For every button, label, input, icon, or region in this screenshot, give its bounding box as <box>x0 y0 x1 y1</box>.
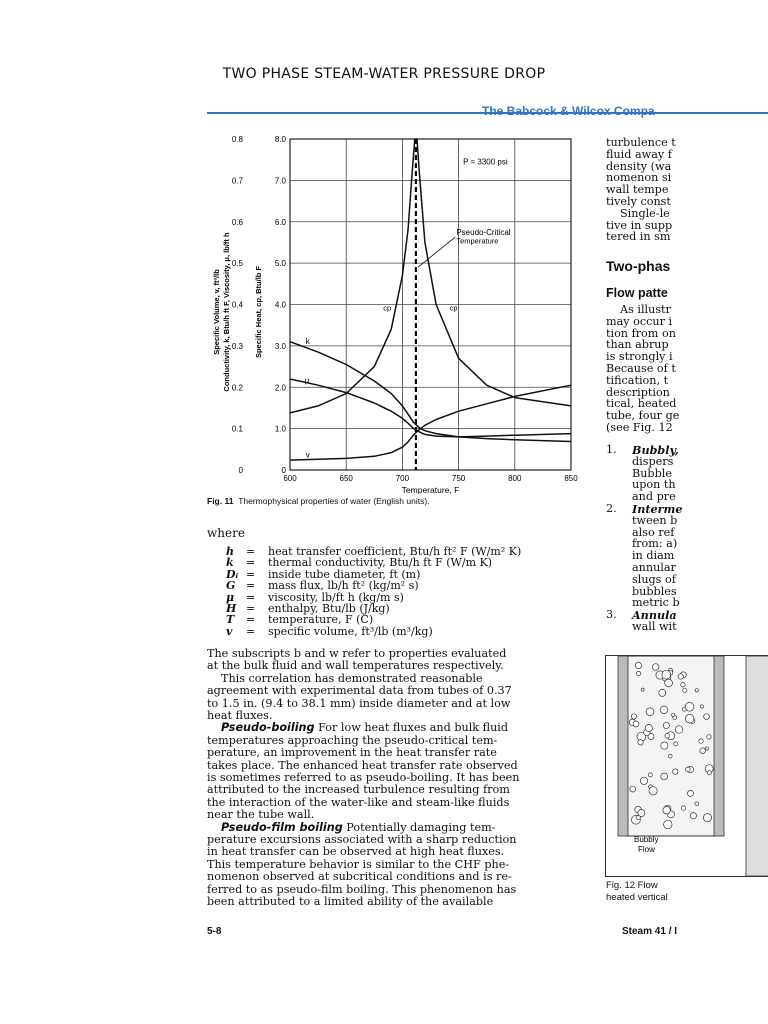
y-outer-axis-label-line-1: Specific Volume, v, ft³/lb <box>212 269 221 355</box>
list-item-line: also ref <box>632 525 675 539</box>
y-inner-tick-label: 0 <box>281 466 286 475</box>
page-number: 5-8 <box>207 926 222 937</box>
right-column-line: tive in supp <box>606 218 673 232</box>
bubble <box>681 806 685 810</box>
figure-11-label: Fig. 11 <box>207 496 234 506</box>
list-number: 2. <box>606 502 617 515</box>
list-item-line: metric b <box>632 596 680 610</box>
bubble <box>652 664 659 671</box>
right-column-line: (see Fig. 12 <box>606 421 673 434</box>
subsection-heading-flow-patterns: Flow patte <box>606 286 668 300</box>
body-line: near the tube wall. <box>207 808 315 822</box>
series-line-v <box>290 385 571 460</box>
list-number: 3. <box>606 608 617 622</box>
nomenclature-equals: = <box>246 613 256 627</box>
y-outer-tick-label: 0.5 <box>231 259 243 269</box>
list-item-line: and pre <box>632 490 676 504</box>
bubble <box>665 679 673 687</box>
y-outer-tick-label: 0.6 <box>231 217 243 227</box>
bubble <box>685 714 694 723</box>
nomenclature-equals: = <box>246 590 256 604</box>
bubble <box>673 769 678 774</box>
list-item-line: tween b <box>632 513 678 527</box>
bubble <box>630 786 636 792</box>
bubble <box>662 670 671 679</box>
body-line: perature excursions associated with a sharp reduction <box>207 833 517 846</box>
nomenclature-symbol: T <box>226 613 235 627</box>
x-tick-label: 650 <box>339 474 353 483</box>
bubble <box>690 813 696 819</box>
bubble <box>685 702 694 711</box>
tube-wall-right <box>714 656 724 836</box>
bubble <box>661 773 668 780</box>
body-line: at the bulk fluid and wall temperatures respectively. <box>207 659 504 673</box>
right-column-line: tube, four ge <box>606 409 680 423</box>
right-column-line: nomenon si <box>606 171 672 185</box>
list-item-line: wall wit <box>632 620 677 633</box>
right-column-line: wall tempe <box>606 183 669 197</box>
nomenclature-definition: viscosity, lb/ft h (kg/m s) <box>268 590 404 604</box>
bubble <box>633 721 639 727</box>
annotation-temperature: Temperature <box>456 236 499 246</box>
right-column-line: fluid away f <box>606 147 672 161</box>
bubble <box>641 688 644 691</box>
y-inner-axis-label: Specific Heat, cp, Btu/lb F <box>254 265 263 359</box>
list-item-line: upon th <box>632 478 676 492</box>
series-line-k <box>290 342 571 442</box>
list-item-heading: Annula <box>632 608 677 623</box>
bubble <box>660 706 668 714</box>
right-column-line: density (wa <box>606 159 672 173</box>
series-label-v: v <box>305 450 310 460</box>
nomenclature-symbol: h <box>226 545 234 558</box>
nomenclature-symbol: k <box>226 556 234 570</box>
figure-11-caption <box>207 496 430 506</box>
tube-drawing <box>618 656 724 836</box>
bubble <box>675 726 683 734</box>
footer-book-title: Steam 41 / I <box>622 926 678 937</box>
bubble <box>636 671 640 675</box>
nomenclature-definition: inside tube diameter, ft (m) <box>268 567 421 581</box>
body-line-text: For low heat fluxes and bulk fluid <box>314 721 509 735</box>
y-outer-tick-label: 0 <box>238 466 243 475</box>
x-tick-label: 750 <box>451 474 466 483</box>
right-column-line: As illustr <box>620 303 671 316</box>
bubble <box>645 725 652 732</box>
bubble <box>638 740 643 745</box>
y-outer-tick-label: 0.3 <box>231 341 243 351</box>
right-column-line: may occur i <box>606 314 673 328</box>
pseudo-film-boiling-heading: Pseudo-film boiling <box>221 820 343 834</box>
right-column-line: description <box>606 385 670 399</box>
y-outer-tick-label: 0.1 <box>231 424 243 434</box>
bubble <box>663 807 670 814</box>
y-inner-tick-label: 8.0 <box>274 135 286 144</box>
bubble <box>665 734 670 739</box>
list-item-heading: Bubbly, <box>632 443 679 457</box>
body-line: is sometimes referred to as pseudo-boiling. It has been <box>207 771 520 784</box>
right-column-line: than abrup <box>606 338 669 352</box>
nomenclature-symbol: v <box>226 624 233 638</box>
x-tick-label: 600 <box>283 474 297 483</box>
bubble <box>700 705 703 708</box>
annotation-pseudo-critical: Pseudo-Critical <box>456 227 511 237</box>
tube-wall-left <box>618 656 628 836</box>
nomenclature-equals: = <box>246 556 256 570</box>
bubble <box>707 771 711 775</box>
figure-11-caption-text: Thermophysical properties of water (English units). <box>238 496 430 506</box>
right-column-line: tion from on <box>606 326 676 340</box>
right-column-line: is strongly i <box>606 350 673 364</box>
y-outer-tick-label: 0.8 <box>231 135 243 144</box>
right-column-line: tification, t <box>606 373 669 387</box>
list-item-heading: Interme <box>632 502 683 516</box>
bubble <box>688 790 694 796</box>
body-line: ferred to as pseudo-film boiling. This phenomenon has <box>207 882 517 896</box>
bubble <box>678 674 683 679</box>
body-line: the interaction of the water-like and steam-like fluids <box>207 795 510 809</box>
x-tick-label: 700 <box>395 474 410 483</box>
nomenclature-definition: thermal conductivity, Btu/h ft F (W/m K) <box>268 556 493 570</box>
list-item-line: from: a) <box>632 537 678 551</box>
body-line: This temperature behavior is similar to the CHF phe- <box>207 857 510 871</box>
bubble <box>703 814 711 822</box>
x-tick-label: 850 <box>564 474 578 483</box>
body-line: The subscripts b and w refer to properties evaluated <box>207 647 507 660</box>
figure-12-label-bubbly: Bubbly <box>634 835 659 844</box>
pseudo-boiling-line <box>207 721 508 734</box>
x-axis-label: Temperature, F <box>401 485 460 494</box>
bubble <box>635 662 641 668</box>
bubble <box>704 714 710 720</box>
next-panel-edge <box>746 656 768 876</box>
y-inner-tick-label: 3.0 <box>274 341 286 351</box>
list-item-line: slugs of <box>632 572 676 586</box>
body-line: to 1.5 in. (9.4 to 38.1 mm) inside diameter and at low <box>207 696 511 710</box>
y-outer-tick-label: 0.2 <box>231 383 243 393</box>
y-inner-tick-label: 6.0 <box>274 217 286 227</box>
bubble <box>640 777 647 784</box>
chart-grid <box>290 139 571 470</box>
nomenclature-definition: heat transfer coefficient, Btu/h ft² F (W/m² K) <box>268 545 522 558</box>
y-inner-tick-label: 4.0 <box>274 300 286 310</box>
nomenclature-symbol: μ <box>226 590 235 604</box>
bubble <box>659 689 666 696</box>
list-number: 1. <box>606 443 617 456</box>
bubble <box>705 747 708 750</box>
nomenclature-equals: = <box>246 579 256 593</box>
right-column-line: tively const <box>606 195 671 208</box>
figure-12-caption-line-1: Fig. 12 Flow <box>606 880 658 891</box>
bubble <box>672 713 675 716</box>
x-tick-label: 800 <box>508 474 522 483</box>
bubble <box>663 722 669 728</box>
bubble <box>648 773 652 777</box>
nomenclature-equals: = <box>246 602 256 615</box>
bubble <box>646 708 654 716</box>
body-line: in heat transfer can be observed at high heat fluxes. <box>207 845 505 859</box>
right-column-line: Because of t <box>606 362 676 375</box>
bubble <box>631 714 636 719</box>
right-column-line: tical, heated <box>606 397 677 411</box>
nomenclature-definition: mass flux, lb/h ft² (kg/m² s) <box>268 579 419 593</box>
figure-12-illustration <box>605 655 768 877</box>
annotation-pressure: P = 3300 psi <box>463 157 508 167</box>
nomenclature-equals: = <box>246 545 256 558</box>
pseudo-film-boiling-line <box>207 821 495 834</box>
y-outer-tick-label: 0.4 <box>231 300 243 310</box>
y-inner-tick-label: 1.0 <box>274 424 286 434</box>
right-column-line: turbulence t <box>606 136 676 149</box>
body-line: nomenon observed at subcritical conditions and is re- <box>207 870 512 884</box>
bubble <box>695 689 698 692</box>
body-line: takes place. The enhanced heat transfer rate observed <box>207 758 518 772</box>
bubble <box>649 787 657 795</box>
annotation-cp-left: cp <box>383 303 392 313</box>
body-line: temperatures approaching the pseudo-critical tem- <box>207 733 498 747</box>
series-label-k: k <box>305 336 310 346</box>
bubble <box>700 748 706 754</box>
bubble <box>669 754 673 758</box>
series-label-mu: μ <box>304 376 310 386</box>
pseudo-boiling-heading: Pseudo-boiling <box>221 721 315 735</box>
list-item-line: dispers <box>632 454 674 468</box>
nomenclature-symbol: G <box>226 579 236 593</box>
body-line: This correlation has demonstrated reasonable <box>221 671 483 685</box>
y-inner-tick-label: 5.0 <box>274 259 286 269</box>
bubble <box>683 688 687 692</box>
body-line-text: Potentially damaging tem- <box>342 820 496 834</box>
body-line: agreement with experimental data from tubes of 0.37 <box>207 684 512 698</box>
nomenclature-definition: enthalpy, Btu/lb (J/kg) <box>268 602 390 615</box>
y-outer-axis-label-line-2: Conductivity, k, Btu/h ft F, Viscosity, μ, lb/ft h <box>222 232 231 392</box>
list-item-line: bubbles <box>632 584 677 598</box>
figure-11-chart <box>205 132 585 494</box>
figure-12-caption-line-2: heated vertical <box>606 892 668 903</box>
y-inner-tick-label: 2.0 <box>274 383 286 393</box>
right-column-line: tered in sm <box>606 230 671 244</box>
list-item-line: in diam <box>632 549 675 563</box>
body-line: attributed to the increased turbulence resulting from <box>207 783 510 797</box>
section-heading-two-phase: Two-phas <box>606 258 671 274</box>
nomenclature-equals: = <box>246 567 256 581</box>
y-outer-tick-label: 0.7 <box>231 176 243 186</box>
list-item-line: annular <box>632 561 676 574</box>
y-inner-tick-label: 7.0 <box>274 176 286 186</box>
bubble <box>707 735 711 739</box>
bubble <box>695 802 699 806</box>
bubble <box>681 683 685 687</box>
body-line: heat fluxes. <box>207 709 273 722</box>
bubble <box>664 820 672 828</box>
figure-12-label-flow: Flow <box>638 845 655 854</box>
bubble <box>674 742 678 746</box>
document-title: TWO PHASE STEAM-WATER PRESSURE DROP <box>222 66 546 82</box>
bubble <box>661 742 668 749</box>
bubble <box>638 810 645 817</box>
bubble <box>699 739 703 743</box>
right-column-line: Single-le <box>620 206 670 220</box>
series-line-mu <box>290 379 571 437</box>
nomenclature-definition: temperature, F (C) <box>268 613 374 627</box>
where-label: where <box>207 526 245 540</box>
nomenclature-symbol: H <box>226 602 237 615</box>
nomenclature-equals: = <box>246 624 256 638</box>
publisher-name: The Babcock & Wilcox Compa <box>482 104 655 118</box>
body-line: been attributed to a limited ability of the available <box>207 895 494 908</box>
nomenclature-symbol: Dᵢ <box>226 567 239 581</box>
bubble <box>686 767 691 772</box>
nomenclature-definition: specific volume, ft³/lb (m³/kg) <box>268 624 433 638</box>
annotation-cp-right: cp <box>449 303 458 313</box>
body-line: perature, an improvement in the heat transfer rate <box>207 746 497 760</box>
list-item-line: Bubble <box>632 466 672 480</box>
